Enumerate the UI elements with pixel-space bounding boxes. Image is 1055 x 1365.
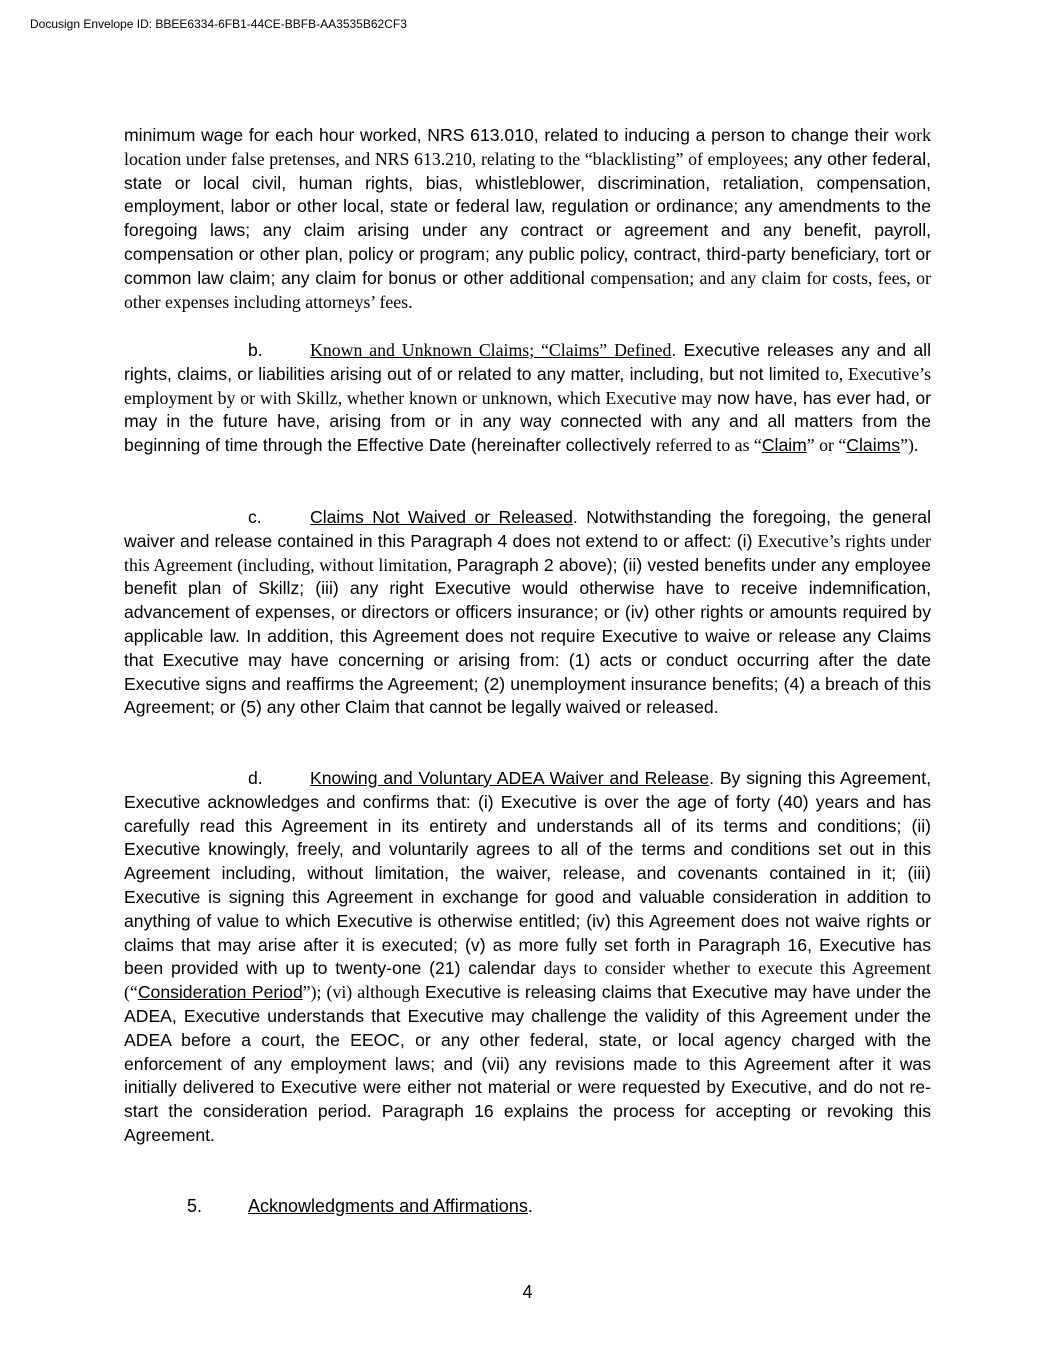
para-d-text-1: . By signing this Agreement, Executive acknowledges and confirms that: (i) Executive is over the age of forty (40) years and has carefully read this Agreement in its entirety and understands all of its terms and conditions; (ii) Executive knowingly, freely, and voluntarily agrees to all of the terms and conditions set out in this Agreement including, without limitation, the waiver, release, and covenants contained in it; (iii) Executive is signing this Agreement in exchange for good and valuable consideration in addition to anything of value to which Executive is otherwise entitled; (iv) this Agreement does not waive rights or claims that may arise after it is executed; (v) as more fully set forth in Paragraph 16, Executive has been provided with up to twenty-one (21) calendar — [124, 768, 931, 979]
para-b-text-3: now have, has ever had, or may in the future have, arising from or in any way connected with any and all matters from the beginning of time through the Effective Date (hereinafter collectively — [124, 387, 931, 456]
section-5-number: 5. — [187, 1196, 203, 1216]
para-d-marker: d. — [248, 768, 263, 788]
para-d-text-4: Executive is releasing claims that Executive may have under the ADEA, Executive understands that Executive may challenge the validity of this Agreement under the ADEA before a court, the EEOC, or any other federal, state, or local agency charged with the enforcement of any employment laws; and (vii) any revisions made to this Agreement after it was initially delivered to Executive were either not material or were requested by Executive, and do not re-start the consideration period. Paragraph 16 explains the process for accepting or revoking this Agreement. — [124, 982, 931, 1145]
section-5-suffix: . — [527, 1196, 533, 1216]
page-number: 4 — [522, 1282, 533, 1302]
paragraph-c — [124, 506, 931, 720]
para-c-text-3: Paragraph 2 above); (ii) vested benefits under any employee benefit plan of Skillz; (iii) any right Executive would otherwise have to receive indemnification, advancement of expenses, or directors or officers insurance; or (iv) other rights or amounts required by applicable law. In addition, this Agreement does not require Executive to waive or release any Claims that Executive may have concerning or arising from: (1) acts or conduct occurring after the date Executive signs and reaffirms the Agreement; (2) unemployment insurance benefits; (4) a breach of this Agreement; or (5) any other Claim that cannot be legally waived or released. — [124, 554, 931, 718]
section-5-heading — [187, 1196, 533, 1217]
para-a-text-3: any other federal, state or local civil, human rights, bias, whistleblower, discrimination, retaliation, compensation, employment, labor or other local, state or federal law, regulation or ordinance; any amendments to the foregoing laws; any claim arising under any contract or agreement and any benefit, payroll, compensation or other plan, policy or program; any public policy, contract, third-party beneficiary, tort or common law claim; any claim for bonus or other additional — [124, 148, 931, 288]
para-b-text-5: ” or “ — [806, 435, 847, 456]
paragraph-b — [124, 339, 931, 458]
para-d-text-3: ”); (vi) although — [302, 982, 420, 1003]
para-d-heading: Knowing and Voluntary ADEA Waiver and Release — [310, 768, 710, 788]
envelope-id-label: Docusign Envelope ID: BBEE6334-6FB1-44CE-BBFB-AA3535B62CF3 — [30, 17, 407, 31]
para-c-text-2: Executive’s rights under this Agreement (including, without limitation, — [124, 530, 931, 575]
para-a-text-4: compensation; and any claim for costs, fees, or other expenses including attorneys’ fees. — [124, 267, 931, 312]
para-b-marker: b. — [248, 340, 263, 360]
claims-term: Claims — [846, 435, 901, 456]
section-5-title: Acknowledgments and Affirmations — [248, 1196, 528, 1216]
para-c-marker: c. — [248, 507, 262, 527]
paragraph-d — [124, 767, 931, 1148]
para-b-text-1: . Executive releases any and all rights, claims, or liabilities arising out of or related to any matter, including, but not limited — [124, 340, 931, 384]
claim-term: Claim — [761, 435, 807, 456]
consideration-period-term: Consideration Period — [137, 982, 303, 1003]
para-b-text-4: referred to as “ — [655, 435, 762, 456]
para-d-text-2: days to consider whether to execute this Agreement (“ — [124, 958, 931, 1003]
para-a-text-2: work location under false pretenses, and NRS 613.210, relating to the “blacklisting” of employees; — [124, 125, 931, 169]
para-b-text-2: to, Executive’s employment by or with Skillz, whether known or unknown, which Executive may — [124, 363, 931, 408]
para-b-heading: Known and Unknown Claims; “Claims” Defined — [310, 340, 672, 360]
para-b-text-6: ”). — [900, 435, 919, 456]
para-a-text-1: minimum wage for each hour worked, NRS 613.010, related to inducing a person to change their — [124, 125, 895, 145]
para-c-heading: Claims Not Waived or Released — [310, 507, 573, 527]
paragraph-a-continuation — [124, 124, 931, 314]
para-c-text-1: . Notwithstanding the foregoing, the general waiver and release contained in this Paragraph 4 does not extend to or affect: (i) — [124, 507, 932, 551]
